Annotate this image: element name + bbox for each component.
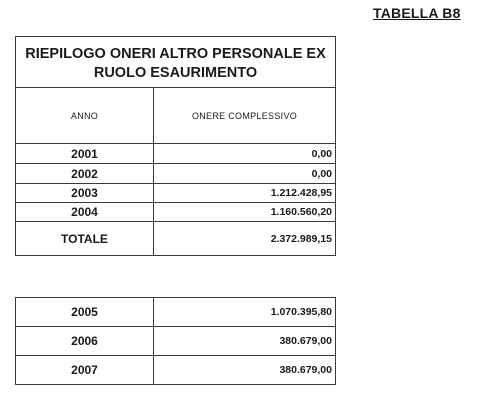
column-header-amount: ONERE COMPLESSIVO [154,88,336,144]
projection-table [15,297,336,385]
amount-cell: 1.212.428,95 [154,184,336,203]
amount-cell: 0,00 [154,144,336,164]
year-cell: 2006 [16,327,154,356]
column-header-year: ANNO [16,88,154,144]
header-row [16,88,336,144]
title-row [16,37,336,88]
document-code: TABELLA B8 [373,5,461,21]
total-row [16,222,336,256]
table-row [16,184,336,203]
year-cell: 2007 [16,356,154,385]
year-cell: 2003 [16,184,154,203]
table-title-line-1: RIEPILOGO ONERI ALTRO PERSONALE EX [25,45,326,62]
year-cell: 2005 [16,298,154,327]
table-row [16,327,336,356]
year-cell: 2002 [16,164,154,184]
amount-cell: 380.679,00 [154,327,336,356]
summary-table [15,36,336,256]
amount-cell: 1.070.395,80 [154,298,336,327]
table-row [16,164,336,184]
year-cell: 2001 [16,144,154,164]
table-row [16,203,336,222]
table-row [16,298,336,327]
table-row [16,144,336,164]
amount-cell: 0,00 [154,164,336,184]
year-cell: 2004 [16,203,154,222]
amount-cell: 1.160.560,20 [154,203,336,222]
table-row [16,356,336,385]
table-title-line-2: RUOLO ESAURIMENTO [93,64,258,81]
table-title [16,37,336,88]
total-amount: 2.372.989,15 [154,222,336,256]
total-label: TOTALE [16,222,154,256]
amount-cell: 380.679,00 [154,356,336,385]
